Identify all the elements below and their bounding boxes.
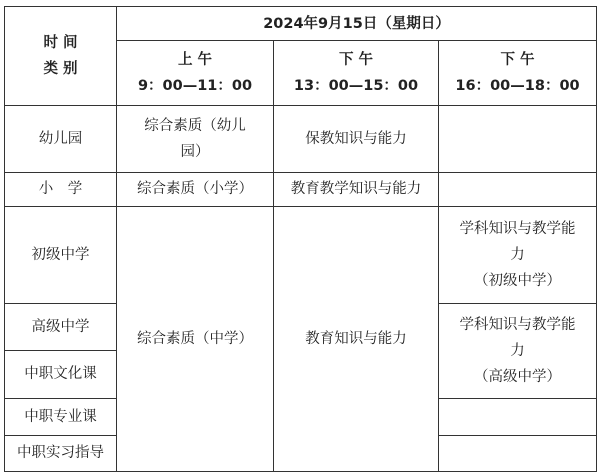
- cell-vocational-major-afternoon2-empty: [439, 399, 597, 435]
- subject-line: 综合素质（幼儿: [144, 117, 246, 134]
- session-label: 下 午: [500, 52, 535, 69]
- cell-vocational-practice-afternoon2-empty: [439, 435, 597, 471]
- category-junior-high: 初级中学: [5, 207, 117, 304]
- exam-date: 2024年9月15日（星期日）: [117, 7, 597, 41]
- category-senior-high: 高级中学: [5, 304, 117, 351]
- session-time: 16：00—18：00: [455, 78, 580, 95]
- cell-secondary-afternoon1: 教育知识与能力: [274, 207, 439, 472]
- subject-line: 力: [510, 343, 525, 360]
- cell-primary-afternoon1: 教育教学知识与能力: [274, 172, 439, 206]
- session-morning-header: [117, 41, 274, 106]
- session-label: 上 午: [177, 52, 213, 69]
- subject-line: 力: [510, 247, 525, 264]
- subject-line: （初级中学）: [474, 273, 562, 290]
- subject-line: 园）: [180, 143, 210, 160]
- category-primary: 小 学: [5, 172, 117, 206]
- exam-schedule-table: [4, 6, 597, 472]
- table-row: [5, 172, 597, 206]
- category-vocational-culture: 中职文化课: [5, 350, 117, 399]
- corner-time-label: 时 间: [43, 35, 78, 52]
- cell-kindergarten-afternoon2-empty: [439, 106, 597, 173]
- session-time: 13：00—15：00: [293, 78, 419, 95]
- cell-kindergarten-afternoon1: 保教知识与能力: [274, 106, 439, 173]
- cell-primary-morning: 综合素质（小学）: [117, 172, 274, 206]
- date-header-row: [5, 7, 597, 41]
- subject-line: （高级中学）: [474, 369, 562, 386]
- category-vocational-major: 中职专业课: [5, 399, 117, 435]
- cell-kindergarten-morning: [117, 106, 274, 173]
- corner-category-label: 类 别: [43, 61, 78, 78]
- category-vocational-practice: 中职实习指导: [5, 435, 117, 471]
- corner-header-cell: [5, 7, 117, 106]
- table-row: [5, 106, 597, 173]
- category-kindergarten: 幼儿园: [5, 106, 117, 173]
- session-afternoon1-header: [274, 41, 439, 106]
- session-afternoon2-header: [439, 41, 597, 106]
- subject-line: 学科知识与教学能: [459, 317, 576, 334]
- cell-senior-high-afternoon2: [439, 304, 597, 399]
- table-row: [5, 207, 597, 304]
- cell-secondary-morning: 综合素质（中学）: [117, 207, 274, 472]
- subject-line: 学科知识与教学能: [459, 221, 576, 238]
- session-label: 下 午: [338, 52, 374, 69]
- cell-primary-afternoon2-empty: [439, 172, 597, 206]
- cell-junior-high-afternoon2: [439, 207, 597, 304]
- session-time: 9：00—11：00: [137, 78, 253, 95]
